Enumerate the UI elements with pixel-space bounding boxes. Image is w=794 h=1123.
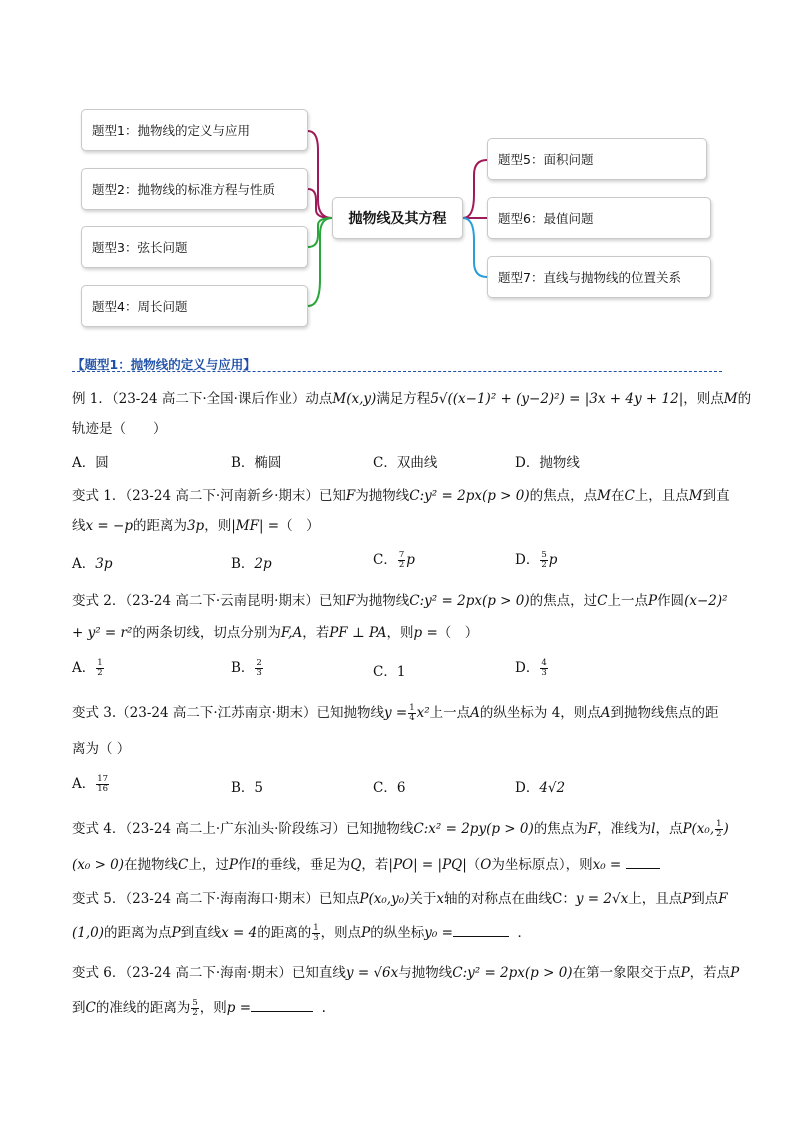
answer-blank[interactable]: [626, 856, 660, 869]
v3-line1: 变式 3.（23-24 高二下·江苏南京·期末）已知抛物线y = $\frac{1}{4}$ x²上一点A的纵坐标为 4，则点A到抛物线焦点的距: [72, 703, 719, 723]
v1-line2: 线x = −p的距离为3p，则|MF| =（ ）: [72, 518, 320, 534]
mindmap-node-type1: 题型1：抛物线的定义与应用: [81, 109, 308, 151]
v4-line2: (x₀ > 0)在抛物线C上，过P作l的垂线，垂足为Q，若|PO| = |PQ|（O为坐标原点），则x₀ =: [72, 853, 660, 873]
v3-option-c: C．6: [373, 780, 406, 796]
mindmap-node-type7: 题型7：直线与抛物线的位置关系: [487, 256, 711, 298]
v4-line1: 变式 4．（23-24 高二上·广东汕头·阶段练习）已知抛物线C:x² = 2py(p > 0)的焦点为F，准线为l，点P(x₀, $\frac{1}{2}$ ): [72, 819, 729, 839]
answer-blank[interactable]: [453, 924, 509, 937]
ex1-line1: 例 1．（23-24 高二下·全国·课后作业）动点M(x,y)满足方程5√((x−1)² + (y−2)²) = |3x + 4y + 12|，则点M的: [72, 391, 752, 407]
v1-option-a: A．3p: [72, 556, 113, 572]
v3-option-d: D．4√2: [515, 780, 566, 796]
v6-line1: 变式 6．（23-24 高二下·海南·期末）已知直线y = √6x与抛物线C:y² = 2px(p > 0)在第一象限交于点P，若点P: [72, 965, 740, 981]
ex1-line2: 轨迹是（ ）: [72, 421, 167, 437]
mindmap-node-type2: 题型2：抛物线的标准方程与性质: [81, 168, 308, 210]
v5-line2: (1,0)的距离为点P到直线x = 4的距离的 $\frac{1}{3}$ ，则点P的纵坐标y₀ = ．: [72, 923, 531, 943]
v3-option-a: A． $\frac{17}{16}$: [72, 774, 109, 794]
section-divider: [72, 371, 722, 372]
v1-option-c: C． $\frac{7}{2}$ p: [373, 550, 415, 570]
v2-line1: 变式 2．（23-24 高二下·云南昆明·期末）已知F为抛物线C:y² = 2px(p > 0)的焦点，过C上一点P作圆(x−2)²: [72, 593, 728, 609]
ex1-option-d: D．抛物线: [515, 455, 580, 471]
mindmap-center-node: 抛物线及其方程: [332, 197, 463, 239]
v2-option-c: C．1: [373, 664, 406, 680]
v5-line1: 变式 5．（23-24 高二下·海南海口·期末）已知点P(x₀,y₀)关于x轴的对称点在曲线C：y = 2√x上，且点P到点F: [72, 891, 728, 907]
v1-option-d: D． $\frac{5}{2}$ p: [515, 550, 558, 570]
ex1-option-a: A．圆: [72, 455, 109, 471]
mindmap-node-type6: 题型6：最值问题: [487, 197, 711, 239]
v2-line2: + y² = r²的两条切线，切点分别为F,A，若PF ⊥ PA，则p =（ ）: [72, 625, 479, 641]
ex1-option-c: C．双曲线: [373, 455, 438, 471]
v3-line2: 离为（ ）: [72, 741, 131, 757]
mindmap-node-type5: 题型5：面积问题: [487, 138, 707, 180]
v2-option-b: B． $\frac{2}{3}$: [231, 658, 262, 678]
v3-option-b: B．5: [231, 780, 264, 796]
ex1-option-b: B．椭圆: [231, 455, 282, 471]
v2-option-d: D． $\frac{4}{3}$: [515, 658, 547, 678]
mindmap-node-type4: 题型4：周长问题: [81, 285, 308, 327]
v1-line1: 变式 1．（23-24 高二下·河南新乡·期末）已知F为抛物线C:y² = 2px(p > 0)的焦点，点M在C上，且点M到直: [72, 488, 730, 504]
v6-line2: 到C的准线的距离为 $\frac{5}{2}$ ，则p = .: [72, 998, 326, 1018]
v1-option-b: B．2p: [231, 556, 272, 572]
answer-blank[interactable]: [251, 999, 313, 1012]
section-title: 【题型1：抛物线的定义与应用】: [72, 357, 256, 372]
mindmap-node-type3: 题型3：弦长问题: [81, 226, 308, 268]
v2-option-a: A． $\frac{1}{2}$: [72, 658, 103, 678]
